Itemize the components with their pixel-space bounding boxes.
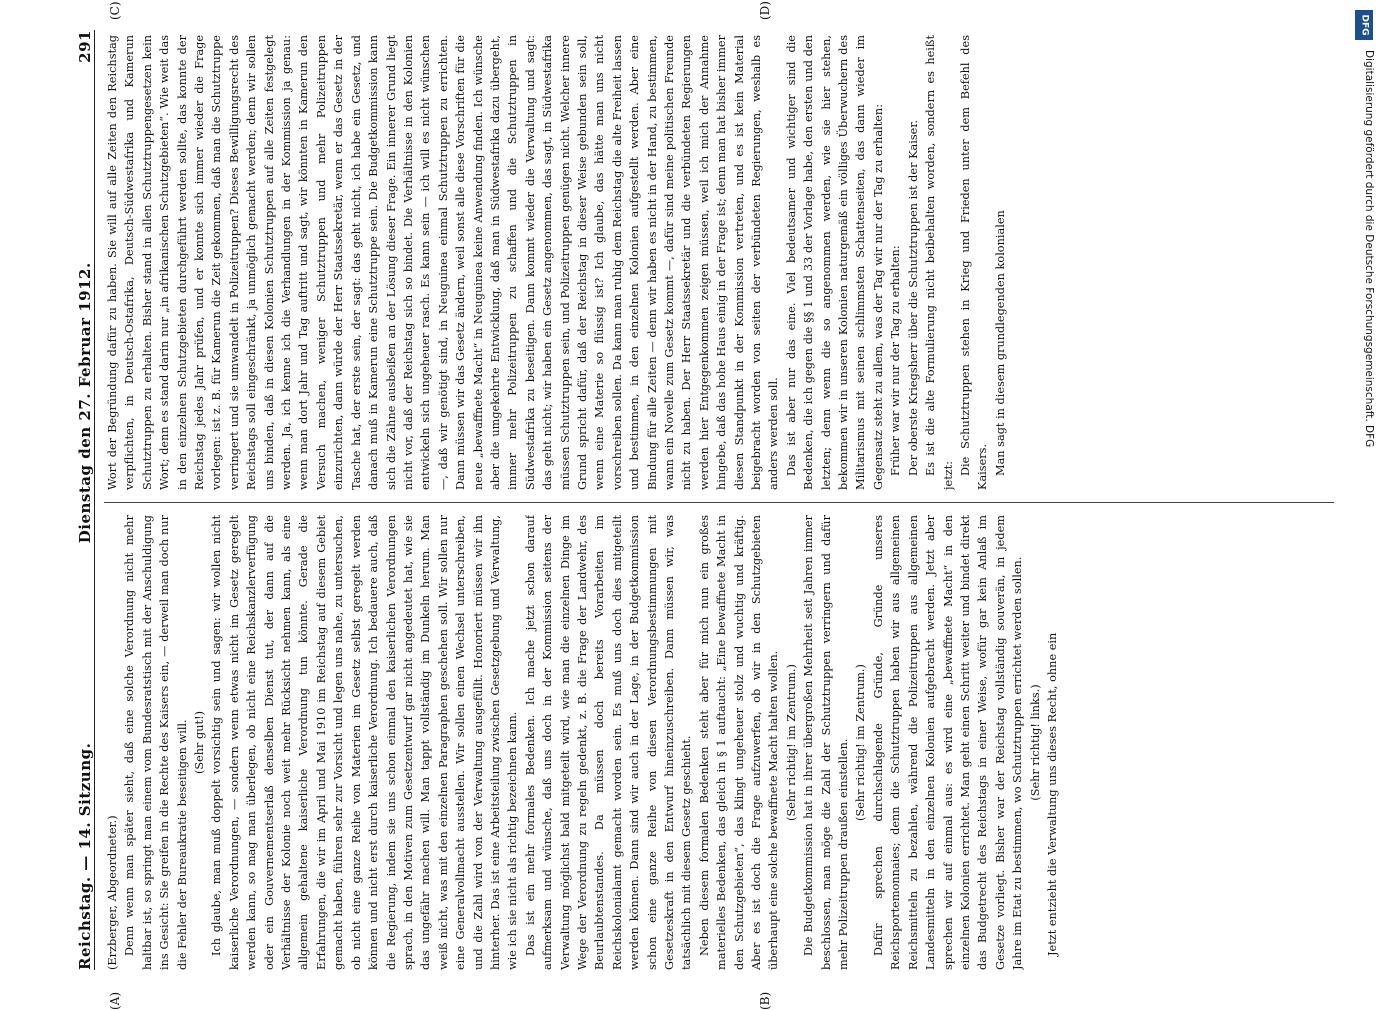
paragraph: Es ist die alte Formulierung nicht beibehalten worden, sondern es heißt jetzt:: [924, 35, 955, 490]
interjection: (Sehr richtig! links.): [1028, 684, 1042, 801]
paragraph: Dafür sprechen durchschlagende Gründe, Gründe unseres Reichsportemonnaies; denn die Schutztruppen haben wir aus allgemeinen Reichsmitteln zu bezahlen, während die Polizeitruppen aus allgemeinen Landesmitteln in den einzelnen Kolonien aufgebracht werden. Jetzt aber sprechen wir auf einmal aus: es wird eine „bewaffnete Macht“ in den einzelnen Kolonien errichtet. Man geht einen Schritt weiter und bindet direkt das Budgetrecht des Reichstags in einer Weise, wofür gar kein Anlaß im Gesetze vorliegt. Bisher war der Reichstag vollständig souverän, in jedem Jahre im Etat zu bestimmen, wo Schutztruppen errichtet werden sollen.: [871, 515, 1025, 970]
paragraph: Jetzt entzieht die Verwaltung uns dieses Recht, ohne ein: [1045, 632, 1059, 956]
margin-letter-c: (C): [108, 1, 122, 20]
paragraph: Die Schutztruppen stehen in Krieg und Frieden unter dem Befehl des Kaisers.: [958, 35, 990, 490]
paragraph: (Erzberger, Abgeordneter.): [106, 815, 119, 970]
paragraph: Das ist ein mehr formales Bedenken. Ich mache jetzt schon darauf aufmerksam und wünsche, daß uns doch in der Kommission seitens der Verwaltung möglichst bald mitgeteilt wird, wie man die einzelnen Dinge im Wege der Verordnung zu regeln gedenkt, z. B. die Frage der Landwehr, des Beurlaubtenstandes. Da müssen doch bereits Vorarbeiten im Reichskolonialamt gemacht worden sein. Es muß uns doch dies mitgeteilt werden können. Dann sind wir auch in der Lage, in der Budgetkommission schon eine ganze Reihe von diesen Verordnungsbestimmungen mit Gesetzeskraft in den Entwurf hineinzuschreiben. Dann müssen wir, was tatsächlich mit diesem Gesetz geschieht.: [523, 515, 694, 970]
page-number: 291: [76, 30, 94, 63]
margin-letter-b: (B): [758, 991, 772, 1010]
paragraph: Man sagt in diesem grundlegenden kolonialen: [993, 210, 1007, 476]
dfg-credit: [1353, 6, 1375, 986]
paragraph: Der oberste Kriegsherr über die Schutztruppen ist der Kaiser.: [906, 119, 920, 476]
paragraph: Ich glaube, man muß doppelt vorsichtig sein und sagen: wir wollen nicht kaiserliche Verordnungen, — sondern wenn etwas nicht im Gesetz geregelt werden kann, so mag man überlegen, ob nicht eine Reichskanzlerverfügung oder ein Gouvernementserlaß denselben Dienst tut, der dann auf die Verhältnisse der Kolonie noch weit mehr Rücksicht nehmen kann, als eine allgemein gehaltene kaiserliche Verordnung tun könnte. Gerade die Erfahrungen, die wir im April und Mai 1910 im Reichstag auf diesem Gebiet gemacht haben, führen sehr zur Vorsicht und legen uns nahe, zu untersuchen, ob nicht eine ganze Reihe von Materien im Gesetz selbst geregelt werden können und nicht erst durch kaiserliche Verordnung. Ich bedauere auch, daß die Regierung, indem sie uns schon einmal den kaiserlichen Verordnungen sprach, in den Motiven zum Gesetzentwurf gar nicht angedeutet hat, wie sie das ungefähr machen will. Man tappt vollständig im Dunkeln herum. Man weiß nicht, was mit den einzelnen Paragraphen geschehen soll. Wir sollen nur eine Generalvollmacht ausstellen. Wir sollen einen Wechsel unterschreiben, und die Zahl wird von der Verwaltung ausgefüllt. Honoriert müssen wir ihn hinterher. Das ist eine Arbeitsteilung zwischen Gesetzgebung und Verwaltung, wie ich sie nicht als richtig bezeichnen kann.: [210, 515, 520, 970]
paragraph: Denn wenn man später sieht, daß eine solche Verordnung nicht mehr haltbar ist, so springt man einem vom Bundesratstisch mit der Anschuldigung ins Gesicht: Sie greifen in die Rechte des Kaisers ein, — derweil man doch nur die Fehler der Bureaukratie beseitigen will.: [123, 515, 189, 970]
paragraph: Die Budgetkommission hat in ihrer übergroßen Mehrheit seit Jahren immer beschlossen, man möge die Zahl der Schutztruppen verringern und dafür mehr Polizeitruppen draußen einstellen.: [802, 515, 851, 970]
interjection: (Sehr richtig! im Zentrum.): [854, 664, 868, 821]
column-divider: [104, 502, 1334, 503]
paragraph: Neben diesem formalen Bedenken steht aber für mich nun ein großes materielles Bedenken, das gleich in § 1 auftaucht: „Eine bewaffnete Macht in den Schutzgebieten“, das klingt ungeheuer stolz und wuchtig und kräftig. Aber es ist doch die Frage aufzuwerfen, ob wir in den Schutzgebieten überhaupt eine solche bewaffnete Macht halten wollen.: [697, 515, 781, 970]
paragraph: Früher war wir nur der Tag zu erhalten:: [889, 245, 903, 476]
left-column: [104, 515, 1334, 970]
running-head-left: Reichstag. — 14. Sitzung.: [76, 742, 94, 970]
paragraph: Das ist aber nur das eine. Viel bedeutsamer und wichtiger sind die Bedenken, die ich gegen die §§ 1 und 33 der Vorlage habe, den ersten und den letzten; denn wenn die so angenommen werden, wie sie hier stehen, bekommen wir in unseren Kolonien naturgemäß ein völliges Überwuchern des Militarismus mit seinen schlimmsten Schattenseiten, das dann wieder im Gegensatz steht zu allem, was der Tag wir nur der Tag zu erhalten:: [784, 35, 885, 490]
document-page: [58, 1, 1358, 1010]
running-head-date: Dienstag den 27. Februar 1912.: [76, 262, 94, 544]
interjection: (Sehr gut!): [193, 710, 207, 775]
dfg-credit-text: Digitalisierung gefördert durch die Deutsche Forschungsgemeinschaft. DFG: [1363, 50, 1375, 448]
margin-letter-d: (D): [758, 1, 772, 20]
paragraph: Wort der Begründung dafür zu haben. Sie will auf alle Zeiten den Reichstag verpflichten, in Deutsch-Ostafrika, Deutsch-Südwestafrika und Kamerun Schutztruppen zu erhalten. Bisher stand in allen Schutztruppengesetzen kein Wort; denn es stand darin nur „in afrikanischen Schutzgebieten“. Wie weit das in den einzelnen Schutzgebieten durchgeführt werden sollte, das konnte der Reichstag jedes Jahr prüfen, und er konnte sich immer wieder die Frage vorlegen: ist z. B. für Kamerun die Zeit gekommen, daß man die Schutztruppe verringert und sie umwandelt in Polizeitruppen? Dieses Bewilligungsrecht des Reichstags soll eingeschränkt, ja unmöglich gemacht werden; denn wir sollen uns binden, daß in diesen Kolonien Schutztruppen auf alle Zeiten festgelegt werden. Ja, ich kenne ich die Verhandlungen in der Kommission ja genau: wenn man dort Jahr und Tag auftritt und sagt, wir könnten in Kamerun den Versuch machen, weniger Schutztruppen und mehr Polizeitruppen einzurichten, dann würde der Herr Staatssekretär, wenn er das Gesetz in der Tasche hat, der erste sein, der sagt: das geht nicht, ich habe ein Gesetz, und danach muß in Kamerun eine Schutztruppe sein. Die Budgetkommission kann sich die Zähne ausbeißen an der Lösung dieser Frage. Ein innerer Grund liegt nicht vor, daß der Reichstag sich so bindet. Die Verhältnisse in den Kolonien entwickeln sich ungeheuer rasch. Es kann sein — ich will es nicht wünschen —, daß wir genötigt sind, in Neuguinea einmal Schutztruppen zu errichten. Dann müssen wir das Gesetz ändern, weil sonst alle diese Vorschriften für die neue „bewaffnete Macht“ in Neuguinea keine Anwendung finden. Ich wünsche aber die umgekehrte Entwicklung, daß man in Südwestafrika dazu übergeht, immer mehr Polizeitruppen zu schaffen und die Schutztruppen in Südwestafrika zu beseitigen. Dann kommt wieder die Verwaltung und sagt: das geht nicht; wir haben ein Gesetz angenommen, das sagt, in Südwestafrika müssen Schutztruppen sein, und Polizeitruppen genügen nicht. Welcher innere Grund spricht dafür, daß der Reichstag in dieser Weise gebunden sein soll, wenn eine Materie so flüssig ist? Ich glaube, das hätte man uns nicht vorschreiben sollen. Da kann man ruhig dem Reichstag die alte Freiheit lassen und bestimmen, in den einzelnen Kolonien aufgestellt werden. Aber eine Bindung für alle Zeiten — denn wir haben es nicht in der Hand, zu bestimmen, wann ein Novelle zum Gesetz kommt —, dafür sind meine politischen Freunde nicht zu haben. Der Herr Staatssekretär und die verbündeten Regierungen werden hier Entgegenkommen zeigen müssen, weil ich mich der Annahme hingebe, daß das hohe Haus einig in der Frage ist; denn man hat bisher immer diesen Standpunkt in der Kommission vertreten, und es ist kein Material beigebracht worden von seiten der verbündeten Regierungen, weshalb es anders werden soll.: [106, 35, 781, 490]
dfg-logo-icon: DFG: [1355, 10, 1373, 40]
running-head: [58, 30, 95, 970]
interjection: (Sehr richtig! im Zentrum.): [784, 664, 798, 821]
margin-letter-a: (A): [108, 991, 122, 1010]
right-column: [104, 35, 1334, 490]
